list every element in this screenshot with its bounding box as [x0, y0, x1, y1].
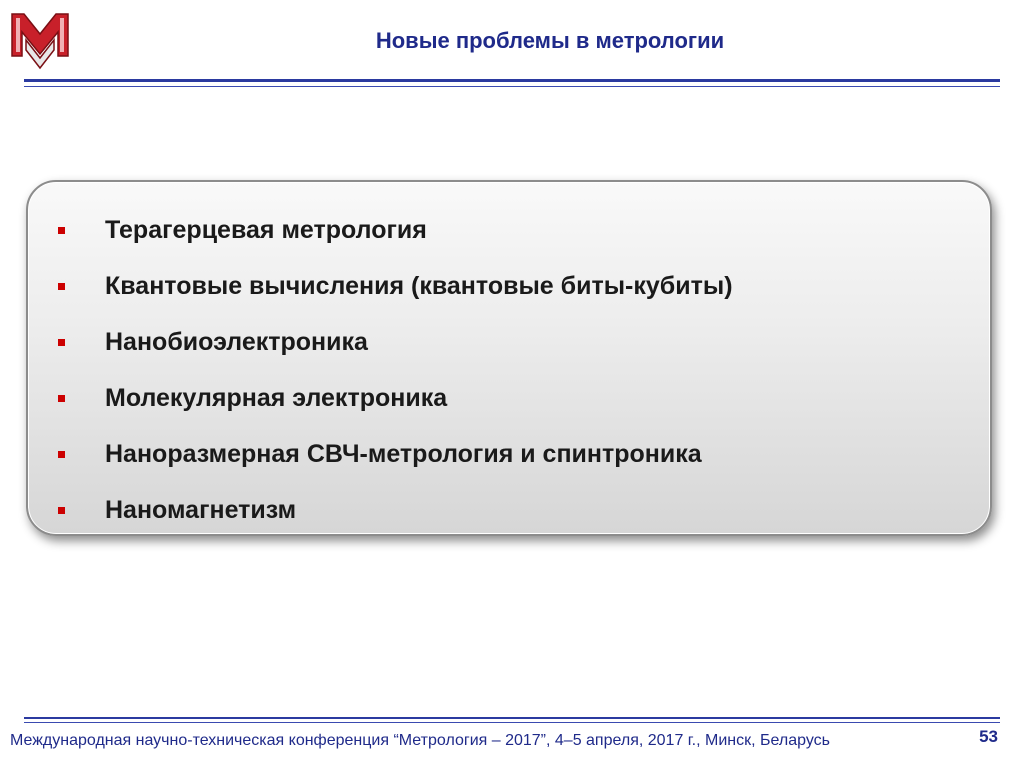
list-item	[58, 482, 733, 538]
slide-title: Новые проблемы в метрологии	[375, 28, 725, 53]
footer-divider	[24, 717, 1000, 719]
list-item	[58, 314, 733, 370]
header-divider-thin	[24, 86, 1000, 87]
square-bullet-icon	[58, 283, 65, 290]
square-bullet-icon	[58, 339, 65, 346]
square-bullet-icon	[58, 395, 65, 402]
square-bullet-icon	[58, 507, 65, 514]
list-item-text: Наномагнетизм	[105, 495, 297, 524]
footer-conference-text: Международная научно-техническая конференция “Метрология – 2017”, 4–5 апреля, 2017 г., Минск, Беларусь	[10, 732, 830, 749]
square-bullet-icon	[58, 227, 65, 234]
list-item-text: Наноразмерная СВЧ-метрология и спинтроника	[105, 439, 702, 468]
list-item	[58, 258, 733, 314]
header-divider	[24, 79, 1000, 82]
list-item	[58, 426, 733, 482]
list-item	[58, 202, 733, 258]
list-item-text: Терагерцевая метрология	[105, 215, 427, 244]
list-item-text: Молекулярная электроника	[105, 383, 448, 412]
list-item-text: Нанобиоэлектроника	[105, 327, 368, 356]
footer-divider-thin	[24, 722, 1000, 723]
page-number: 53	[979, 727, 998, 746]
conference-logo-icon	[10, 10, 70, 72]
square-bullet-icon	[58, 451, 65, 458]
list-item	[58, 370, 733, 426]
topics-panel	[26, 180, 992, 536]
list-item-text: Квантовые вычисления (квантовые биты-кубиты)	[105, 271, 733, 300]
topics-list	[58, 202, 733, 538]
